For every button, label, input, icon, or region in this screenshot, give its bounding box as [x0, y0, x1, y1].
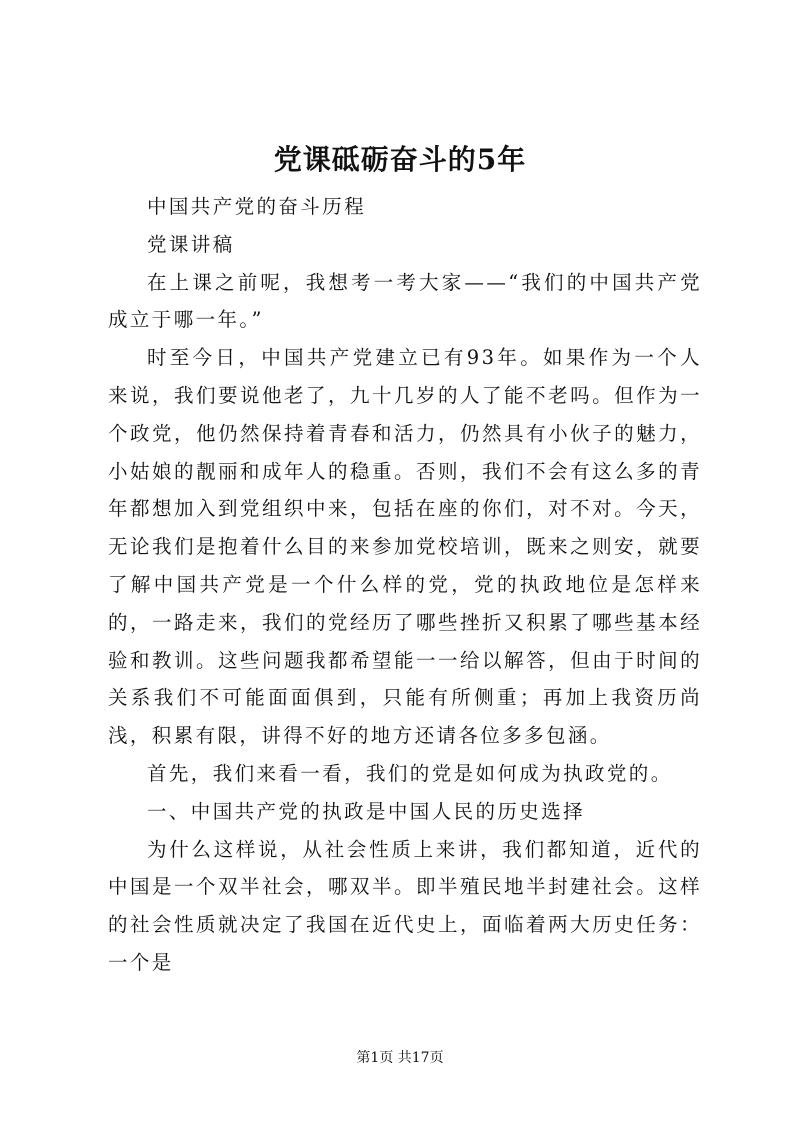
paragraph-introduction: 时至今日，中国共产党建立已有93年。如果作为一个人来说，我们要说他老了，九十几岁的人了能不老吗。但作为一个政党，他仍然保持着青春和活力，仍然具有小伙子的魅力，小姑娘的靓丽和成年人的稳重。否则，我们不会有这么多的青年都想加入到党组织中来，包括在座的你们，对不对。今天，无论我们是抱着什么目的来参加党校培训，既来之则安，就要了解中国共产党是一个什么样的党，党的执政地位是怎样来的，一路走来，我们的党经历了哪些挫折又积累了哪些基本经验和教训。这些问题我都希望能一一给以解答，但由于时间的关系我们不可能面面俱到，只能有所侧重；再加上我资历尚浅，积累有限，讲得不好的地方还请各位多多包涵。 — [108, 346, 702, 748]
paragraph-subtitle: 中国共产党的奋斗历程 — [147, 195, 367, 218]
section-heading: 一、中国共产党的执政是中国人民的历史选择 — [147, 799, 586, 823]
paragraph-first-look: 首先，我们来看一看，我们的党是如何成为执政党的。 — [147, 761, 673, 785]
paragraph-history: 为什么这样说，从社会性质上来讲，我们都知道，近代的中国是一个双半社会，哪双半。即半殖民地半封建社会。这样的社会性质就决定了我国在近代史上，面临着两大历史任务：一个是 — [108, 837, 702, 974]
paragraph-label: 党课讲稿 — [147, 232, 235, 256]
document-body — [108, 188, 702, 982]
page-footer: 第1页 共17页 — [356, 1050, 444, 1066]
paragraph-question: 在上课之前呢，我想考一考大家——“我们的中国共产党成立于哪一年。” — [108, 270, 702, 332]
document-title: 党课砥砺奋斗的5年 — [273, 143, 527, 176]
